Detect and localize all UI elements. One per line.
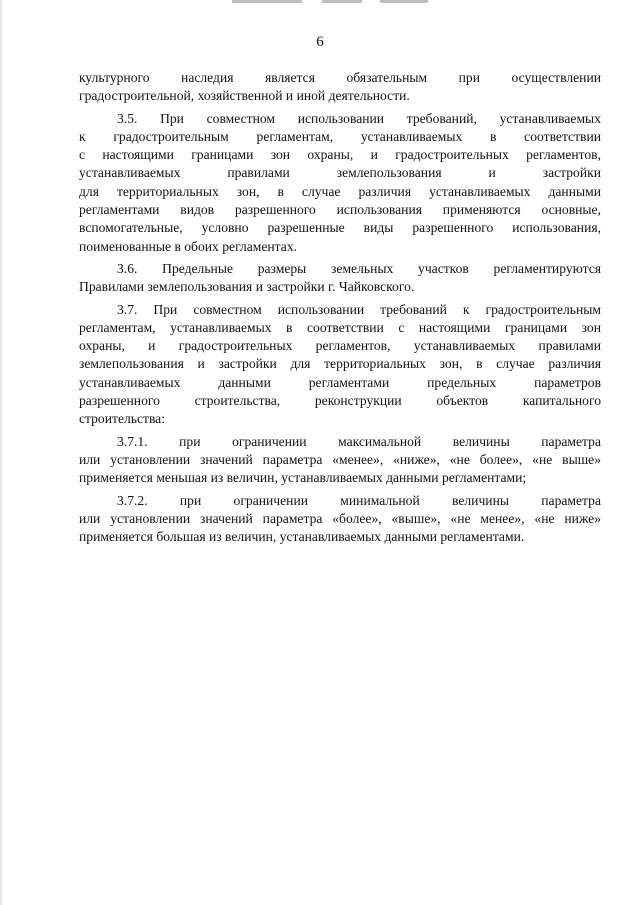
scan-left-shadow bbox=[0, 0, 2, 905]
text-line: устанавливаемых правилами землепользования и застройки bbox=[79, 165, 601, 181]
text-line: культурного наследия является обязательным при осуществлении bbox=[79, 70, 601, 85]
text-line: 3.7.2. при ограничении минимальной величины параметра bbox=[117, 492, 601, 508]
paragraph-continuation bbox=[79, 69, 601, 106]
text-line: для территориальных зон, в случае различия устанавливаемых данными bbox=[79, 183, 601, 199]
text-line: к градостроительным регламентам, устанавливаемых в соответствии bbox=[79, 128, 601, 144]
paragraph-3-7 bbox=[79, 301, 601, 429]
text-line: вспомогательные, условно разрешенные виды разрешенного использования, bbox=[79, 220, 601, 236]
scan-top-edge-mark bbox=[380, 0, 428, 3]
text-line: строительства: bbox=[79, 411, 165, 427]
text-line: 3.7.1. при ограничении максимальной величины параметра bbox=[117, 433, 601, 449]
paragraph-3-5 bbox=[79, 110, 601, 256]
document-body bbox=[79, 69, 601, 550]
page-number: 6 bbox=[316, 34, 324, 50]
text-line: Правилами землепользования и застройки г. Чайковского. bbox=[79, 279, 415, 295]
paragraph-3-7-2 bbox=[79, 492, 601, 547]
text-line: устанавливаемых данными регламентами предельных параметров bbox=[79, 374, 601, 390]
text-line: градостроительной, хозяйственной и иной деятельности. bbox=[79, 88, 410, 104]
text-line: применяется большая из величин, устанавливаемых данными регламентами. bbox=[79, 529, 525, 545]
text-line: регламентам, устанавливаемых в соответствии с настоящими границами зон bbox=[79, 319, 601, 335]
text-line: разрешенного строительства, реконструкции объектов капитального bbox=[79, 393, 601, 409]
text-line: 3.6. Предельные размеры земельных участков регламентируются bbox=[117, 260, 601, 276]
text-line: применяется меньшая из величин, устанавливаемых данными регламентами; bbox=[79, 470, 527, 486]
text-line: поименованные в обоих регламентах. bbox=[79, 238, 298, 254]
scan-top-edge-mark bbox=[322, 0, 362, 3]
text-line: 3.5. При совместном использовании требований, устанавливаемых bbox=[117, 110, 601, 126]
text-line: или установлении значений параметра «более», «выше», «не менее», «не ниже» bbox=[79, 510, 601, 526]
text-line: 3.7. При совместном использовании требований к градостроительным bbox=[117, 301, 601, 317]
text-line: или установлении значений параметра «менее», «ниже», «не более», «не выше» bbox=[79, 451, 601, 467]
text-line: землепользования и застройки для территориальных зон, в случае различия bbox=[79, 356, 601, 372]
paragraph-3-6 bbox=[79, 260, 601, 297]
text-line: с настоящими границами зон охраны, и градостроительных регламентов, bbox=[79, 147, 601, 163]
text-line: охраны, и градостроительных регламентов, устанавливаемых правилами bbox=[79, 338, 601, 354]
paragraph-3-7-1 bbox=[79, 433, 601, 488]
text-line: регламентами видов разрешенного использования применяются основные, bbox=[79, 202, 601, 218]
scan-top-edge-mark bbox=[232, 0, 302, 3]
